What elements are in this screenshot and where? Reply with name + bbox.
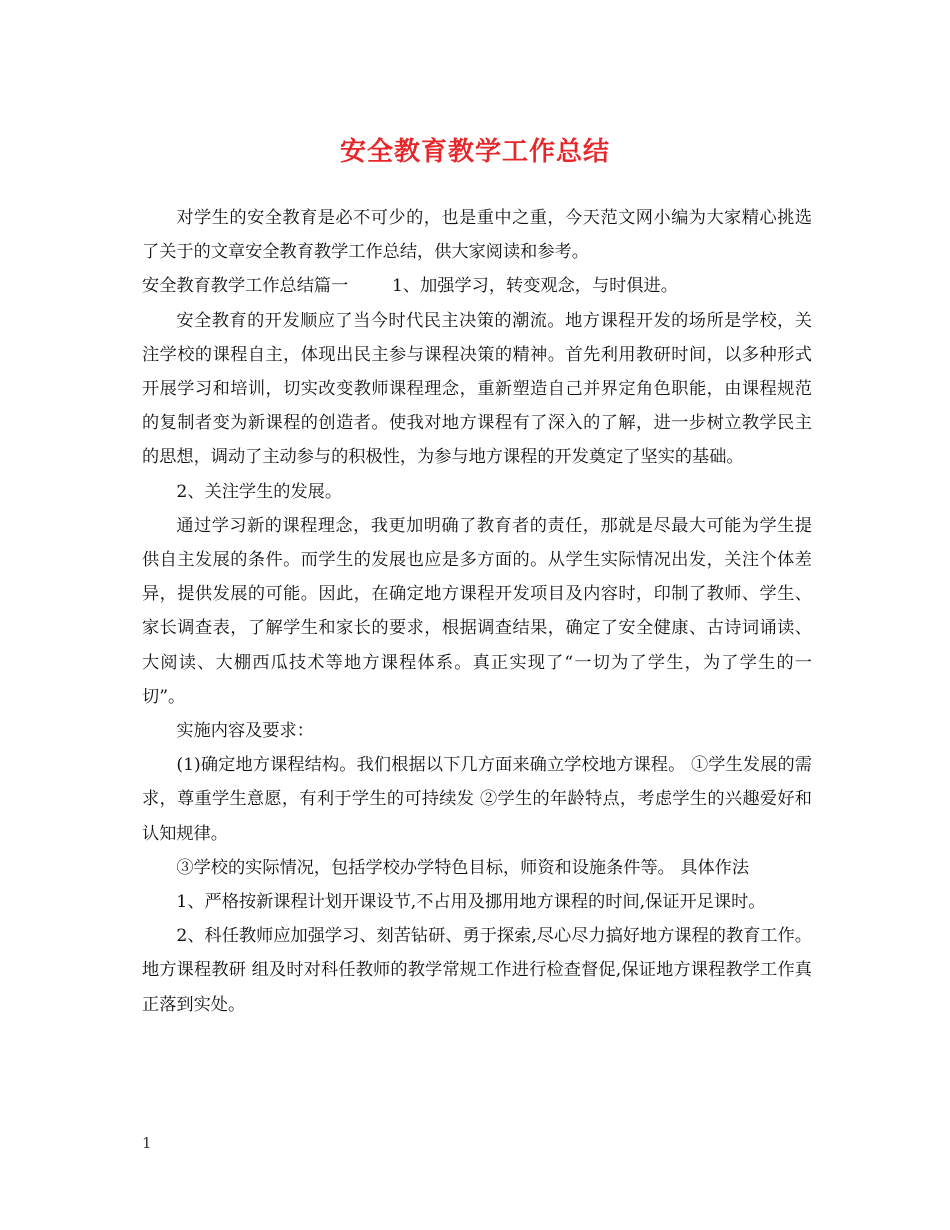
paragraph-method-2: 2、科任教师应加强学习、刻苦钻研、勇于探索,尽心尽力搞好地方课程的教育工作。地方课程教研 组及时对科任教师的教学常规工作进行检查督促,保证地方课程教学工作真正落到实处。 <box>142 926 812 1015</box>
paragraph-school-conditions: ③学校的实际情况，包括学校办学特色目标，师资和设施条件等。 具体作法 <box>176 857 750 878</box>
paragraph-student-development: 通过学习新的课程理念，我更加明确了教育者的责任，那就是尽最大可能为学生提供自主发展的条件。而学生的发展也应是多方面的。从学生实际情况出发，关注个体差异，提供发展的可能。因此，在确定地方课程开发项目及内容时，印制了教师、学生、家长调查表，了解学生和家长的要求，根据调查结果，确定了安全健康、古诗词诵读、大阅读、大棚西瓜技术等地方课程体系。真正实现了“一切为了学生，为了学生的一切”。 <box>142 515 812 707</box>
paragraph-section-heading: 安全教育教学工作总结篇一 1、加强学习，转变观念，与时俱进。 <box>142 276 678 297</box>
paragraph-course-development: 安全教育的开发顺应了当今时代民主决策的潮流。地方课程开发的场所是学校，关注学校的课程自主，体现出民主参与课程决策的精神。首先利用教研时间，以多种形式开展学习和培训，切实改变教师课程理念，重新塑造自己并界定角色职能，由课程规范的复制者变为新课程的创造者。使我对地方课程有了深入的了解，进一步树立教学民主的思想，调动了主动参与的积极性，为参与地方课程的开发奠定了坚实的基础。 <box>142 310 812 468</box>
page-number: 1 <box>142 1134 152 1152</box>
paragraph-implementation-heading: 实施内容及要求： <box>176 721 314 742</box>
paragraph-course-structure: (1)确定地方课程结构。我们根据以下几方面来确立学校地方课程。 ①学生发展的需求，尊重学生意愿，有利于学生的可持续发 ②学生的年龄特点，考虑学生的兴趣爱好和认知规律。 <box>142 755 812 844</box>
paragraph-intro: 对学生的安全教育是必不可少的，也是重中之重，今天范文网小编为大家精心挑选了关于的文章安全教育教学工作总结，供大家阅读和参考。 <box>142 208 812 263</box>
document-body <box>142 201 812 1022</box>
paragraph-student-development-heading: 2、关注学生的发展。 <box>176 481 343 502</box>
paragraph-method-1: 1、严格按新课程计划开课设节,不占用及挪用地方课程的时间,保证开足课时。 <box>176 892 766 913</box>
document-title: 安全教育教学工作总结 <box>339 137 610 167</box>
